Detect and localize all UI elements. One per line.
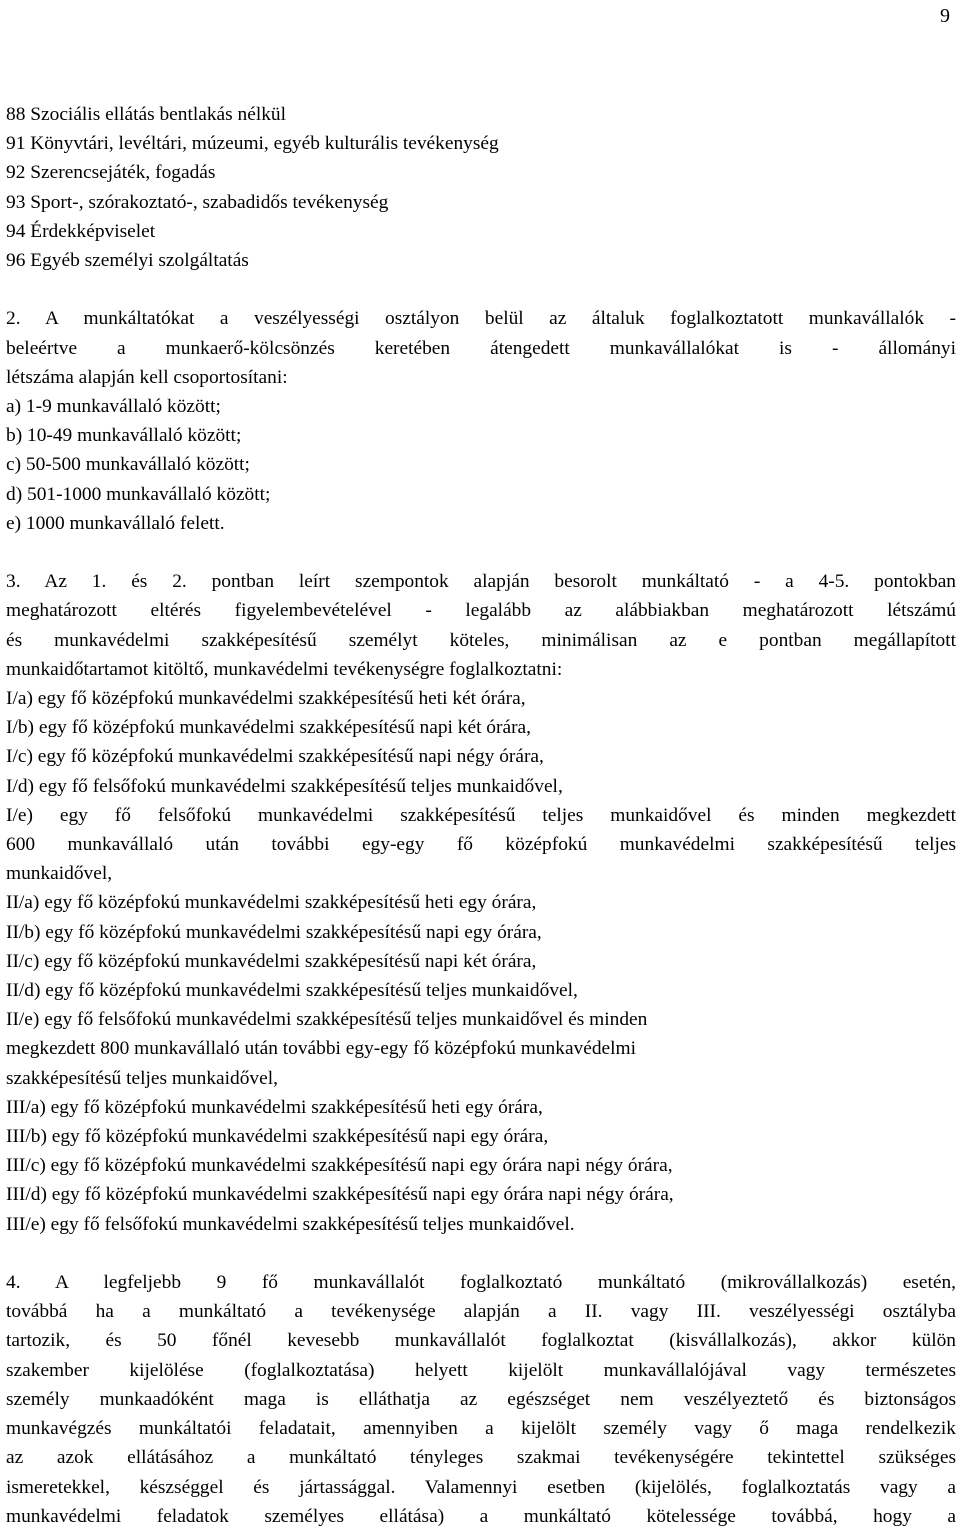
paragraph-line: beleértve a munkaerő-kölcsönzés keretében átengedett munkavállalókat is - állományi xyxy=(6,337,956,359)
page-number: 9 xyxy=(940,5,950,27)
list-item: a) 1-9 munkavállaló között; xyxy=(6,396,221,418)
list-item: II/b) egy fő középfokú munkavédelmi szakképesítésű napi egy órára, xyxy=(6,921,542,943)
list-item: I/a) egy fő középfokú munkavédelmi szakképesítésű heti két órára, xyxy=(6,688,526,710)
list-item: I/c) egy fő középfokú munkavédelmi szakképesítésű napi négy órára, xyxy=(6,746,544,768)
list-item: III/b) egy fő középfokú munkavédelmi szakképesítésű napi egy órára, xyxy=(6,1126,549,1148)
paragraph-gap xyxy=(6,275,956,304)
list-item: e) 1000 munkavállaló felett. xyxy=(6,512,225,534)
paragraph-line: továbbá ha a munkáltató a tevékenysége alapján a II. vagy III. veszélyességi osztályba xyxy=(6,1301,956,1323)
list-item: 600 munkavállaló után további egy-egy fő középfokú munkavédelmi szakképesítésű teljes xyxy=(6,834,956,856)
paragraph-line: az azok ellátásához a munkáltató tényleges szakmai tevékenységére tekintettel szükséges xyxy=(6,1447,956,1469)
section-3 xyxy=(6,567,956,1239)
paragraph-line: ismeretekkel, készséggel és jártassággal. Valamennyi esetben (kijelölés, foglalkoztatás vagy a xyxy=(6,1476,956,1498)
list-item: d) 501-1000 munkavállaló között; xyxy=(6,483,271,505)
paragraph-line: 3. Az 1. és 2. pontban leírt szempontok alapján besorolt munkáltató - a 4-5. pontokban xyxy=(6,571,956,593)
paragraph-gap xyxy=(6,1239,956,1268)
list-item: I/d) egy fő felsőfokú munkavédelmi szakképesítésű teljes munkaidővel, xyxy=(6,775,563,797)
activity-list xyxy=(6,100,956,275)
list-item: megkezdett 800 munkavállaló után további egy-egy fő középfokú munkavédelmi xyxy=(6,1038,637,1060)
paragraph-line: szakember kijelölése (foglalkoztatása) helyett kijelölt munkavállalójával vagy természetes xyxy=(6,1359,956,1381)
paragraph-line: személy munkaadóként maga is elláthatja az egészséget nem veszélyeztető és biztonságos xyxy=(6,1388,956,1410)
list-item: 93 Sport-, szórakoztató-, szabadidős tevékenység xyxy=(6,191,389,213)
list-item: c) 50-500 munkavállaló között; xyxy=(6,454,250,476)
paragraph-line: 2. A munkáltatókat a veszélyességi osztályon belül az általuk foglalkoztatott munkavállalók - xyxy=(6,308,956,330)
list-item: 92 Szerencsejáték, fogadás xyxy=(6,162,216,184)
paragraph-line: létszáma alapján kell csoportosítani: xyxy=(6,366,288,388)
list-item: III/e) egy fő felsőfokú munkavédelmi szakképesítésű teljes munkaidővel. xyxy=(6,1213,575,1235)
list-item: I/b) egy fő középfokú munkavédelmi szakképesítésű napi két órára, xyxy=(6,717,531,739)
list-item: III/d) egy fő középfokú munkavédelmi szakképesítésű napi egy órára napi négy órára, xyxy=(6,1184,674,1206)
list-item: II/d) egy fő középfokú munkavédelmi szakképesítésű teljes munkaidővel, xyxy=(6,980,578,1002)
list-item: munkaidővel, xyxy=(6,863,113,885)
list-item: II/a) egy fő középfokú munkavédelmi szakképesítésű heti egy órára, xyxy=(6,892,537,914)
list-item: 96 Egyéb személyi szolgáltatás xyxy=(6,250,249,272)
list-item: 94 Érdekképviselet xyxy=(6,220,156,242)
paragraph-line: és munkavédelmi szakképesítésű személyt köteles, minimálisan az e pontban megállapított xyxy=(6,629,956,651)
section-4 xyxy=(6,1268,956,1531)
paragraph-line: munkavégzés munkáltatói feladatait, amennyiben a kijelölt személy vagy ő maga rendelkezik xyxy=(6,1418,956,1440)
list-item: 91 Könyvtári, levéltári, múzeumi, egyéb kulturális tevékenység xyxy=(6,133,499,155)
paragraph-line: munkavédelmi feladatok személyes ellátása) a munkáltató kötelessége továbbá, hogy a xyxy=(6,1505,956,1527)
paragraph-line: meghatározott eltérés figyelembevételével - legalább az alábbiakban meghatározott létszámú xyxy=(6,600,956,622)
paragraph-gap xyxy=(6,538,956,567)
paragraph-line: 4. A legfeljebb 9 fő munkavállalót foglalkoztató munkáltató (mikrovállalkozás) esetén, xyxy=(6,1272,956,1294)
section-2 xyxy=(6,304,956,538)
list-item: I/e) egy fő felsőfokú munkavédelmi szakképesítésű teljes munkaidővel és minden megkezdett xyxy=(6,804,956,826)
paragraph-line: tartozik, és 50 főnél kevesebb munkavállalót foglalkoztat (kisvállalkozás), akkor külön xyxy=(6,1330,956,1352)
list-item: 88 Szociális ellátás bentlakás nélkül xyxy=(6,104,287,125)
list-item: III/a) egy fő középfokú munkavédelmi szakképesítésű heti egy órára, xyxy=(6,1096,543,1118)
paragraph-line: munkaidőtartamot kitöltő, munkavédelmi tevékenységre foglalkoztatni: xyxy=(6,658,563,680)
list-item: szakképesítésű teljes munkaidővel, xyxy=(6,1067,278,1089)
list-item: II/e) egy fő felsőfokú munkavédelmi szakképesítésű teljes munkaidővel és minden xyxy=(6,1009,648,1031)
document-body xyxy=(6,100,956,1531)
list-item: b) 10-49 munkavállaló között; xyxy=(6,425,242,447)
list-item: II/c) egy fő középfokú munkavédelmi szakképesítésű napi két órára, xyxy=(6,950,537,972)
list-item: III/c) egy fő középfokú munkavédelmi szakképesítésű napi egy órára napi négy órára, xyxy=(6,1155,673,1177)
